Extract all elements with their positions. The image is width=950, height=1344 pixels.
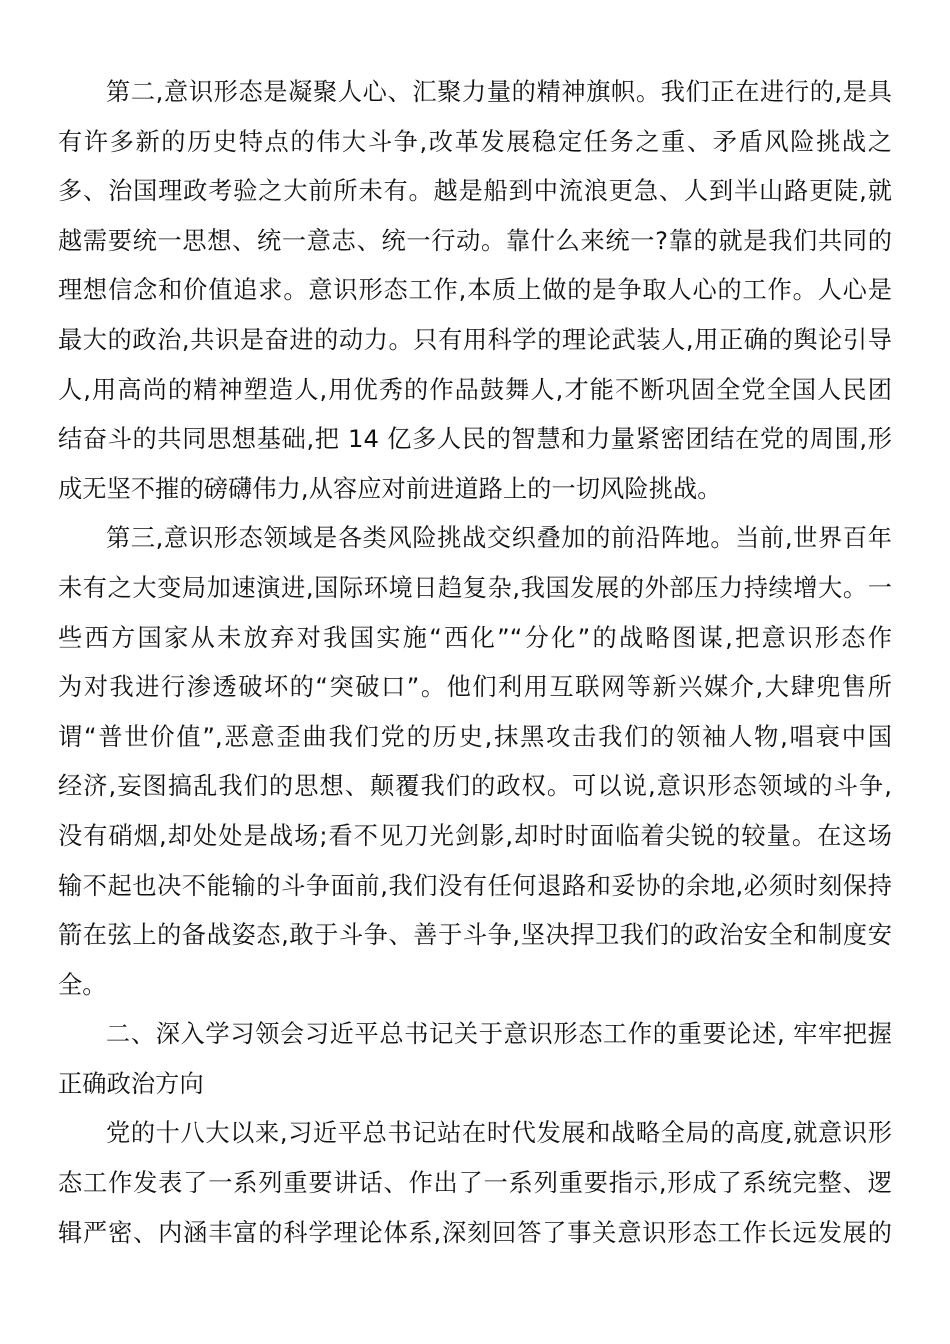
text-line: 多、治国理政考验之大前所未有。越是船到中流浪更急、人到半山路更陡,就 (58, 177, 892, 206)
text-line: 第三,意识形态领域是各类风险挑战交织叠加的前沿阵地。当前,世界百年 (106, 524, 892, 553)
text-line: 全。 (58, 970, 107, 999)
paragraph-second-point (58, 68, 892, 514)
heading-line: 二、深入学习领会习近平总书记关于意识形态工作的重要论述, 牢牢把握 (106, 1020, 892, 1049)
text-line: 辑严密、内涵丰富的科学理论体系,深刻回答了事关意识形态工作长远发展的 (58, 1218, 892, 1247)
text-line: 态工作发表了一系列重要讲话、作出了一系列重要指示,形成了系统完整、逻 (58, 1169, 892, 1198)
text-line: 人,用高尚的精神塑造人,用优秀的作品鼓舞人,才能不断巩固全党全国人民团 (58, 375, 892, 404)
paragraph-third-point (58, 514, 892, 1010)
text-line: 越需要统一思想、统一意志、统一行动。靠什么来统一?靠的就是我们共同的 (58, 226, 892, 255)
text-line: 第二,意识形态是凝聚人心、汇聚力量的精神旗帜。我们正在进行的,是具 (106, 78, 892, 106)
document-page (58, 68, 892, 1258)
text-line: 谓“普世价值”,恶意歪曲我们党的历史,抹黑攻击我们的领袖人物,唱衰中国 (58, 722, 892, 751)
section-heading (58, 1010, 892, 1109)
text-line: 箭在弦上的备战姿态,敢于斗争、善于斗争,坚决捍卫我们的政治安全和制度安 (58, 921, 892, 950)
text-line: 最大的政治,共识是奋进的动力。只有用科学的理论武装人,用正确的舆论引导 (58, 325, 892, 354)
paragraph-since-18th-congress (58, 1109, 892, 1258)
heading-line: 正确政治方向 (58, 1069, 204, 1098)
text-line: 未有之大变局加速演进,国际环境日趋复杂,我国发展的外部压力持续增大。一 (58, 573, 892, 602)
text-line: 理想信念和价值追求。意识形态工作,本质上做的是争取人心的工作。人心是 (58, 276, 892, 305)
text-line: 党的十八大以来,习近平总书记站在时代发展和战略全局的高度,就意识形 (106, 1119, 892, 1148)
text-line: 输不起也决不能输的斗争面前,我们没有任何退路和妥协的余地,必须时刻保持 (58, 871, 892, 900)
text-line: 有许多新的历史特点的伟大斗争,改革发展稳定任务之重、矛盾风险挑战之 (58, 127, 892, 156)
text-line: 没有硝烟,却处处是战场;看不见刀光剑影,却时时面临着尖锐的较量。在这场 (58, 821, 892, 850)
text-line: 些西方国家从未放弃对我国实施“西化”“分化”的战略图谋,把意识形态作 (58, 623, 892, 652)
text-line: 经济,妄图搞乱我们的思想、颠覆我们的政权。可以说,意识形态领域的斗争, (58, 772, 892, 801)
text-line: 成无坚不摧的磅礴伟力,从容应对前进道路上的一切风险挑战。 (58, 474, 722, 503)
text-line: 为对我进行渗透破坏的“突破口”。他们利用互联网等新兴媒介,大肆兜售所 (58, 673, 892, 702)
text-line: 结奋斗的共同思想基础,把 14 亿多人民的智慧和力量紧密团结在党的周围,形 (58, 425, 892, 454)
